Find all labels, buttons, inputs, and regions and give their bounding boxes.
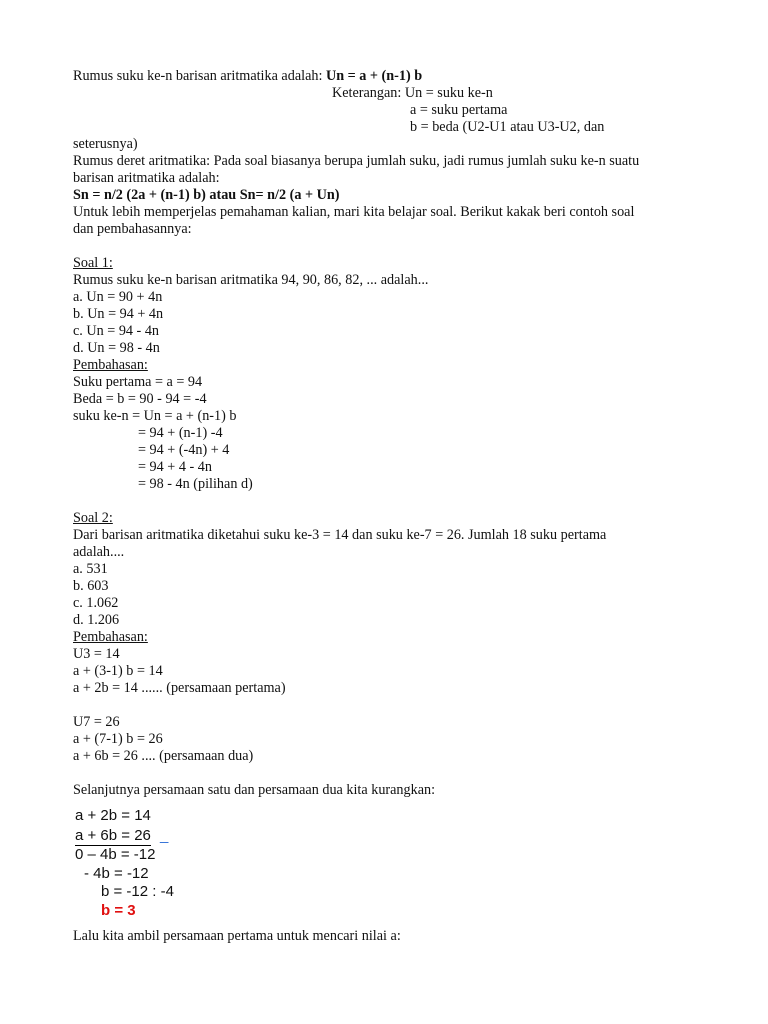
- soal2-option-d: d. 1.206: [73, 612, 120, 628]
- soal1-question: Rumus suku ke-n barisan aritmatika 94, 90, 86, 82, ... adalah...: [73, 272, 429, 288]
- sn-formula: Sn = n/2 (2a + (n-1) b) atau Sn= n/2 (a + Un): [73, 187, 340, 203]
- soal2-u3-1: U3 = 14: [73, 646, 120, 662]
- soal1-title: Soal 1:: [73, 255, 113, 271]
- intro-line-1: [73, 68, 422, 85]
- soal1-step-2: Beda = b = 90 - 94 = -4: [73, 391, 207, 407]
- soal2-option-a: a. 531: [73, 561, 108, 577]
- soal2-question-1: Dari barisan aritmatika diketahui suku ke-3 = 14 dan suku ke-7 = 26. Jumlah 18 suku pertama: [73, 527, 607, 543]
- calc-line-5: b = -12 : -4: [101, 883, 174, 900]
- soal2-u3-2: a + (3-1) b = 14: [73, 663, 163, 679]
- soal1-step-5: = 94 + (-4n) + 4: [138, 442, 230, 458]
- keterangan-4: seterusnya): [73, 136, 138, 152]
- calc-result: b = 3: [101, 902, 136, 919]
- soal2-selanjutnya: Selanjutnya persamaan satu dan persamaan dua kita kurangkan:: [73, 782, 436, 798]
- calc-line-3: 0 – 4b = -12: [75, 846, 156, 863]
- soal1-pembahasan: Pembahasan:: [73, 357, 148, 373]
- soal2-u7-1: U7 = 26: [73, 714, 120, 730]
- calc-line-2-row: [75, 826, 151, 845]
- intro-text: Rumus suku ke-n barisan aritmatika adalah:: [73, 68, 326, 84]
- keterangan-2: a = suku pertama: [410, 102, 508, 118]
- soal1-step-4: = 94 + (n-1) -4: [138, 425, 223, 441]
- soal2-question-2: adalah....: [73, 544, 125, 560]
- soal1-option-b: b. Un = 94 + 4n: [73, 306, 164, 322]
- soal2-u7-3: a + 6b = 26 .... (persamaan dua): [73, 748, 254, 764]
- soal1-step-3: suku ke-n = Un = a + (n-1) b: [73, 408, 237, 424]
- soal2-u7-2: a + (7-1) b = 26: [73, 731, 163, 747]
- keterangan-3: b = beda (U2-U1 atau U3-U2, dan: [410, 119, 605, 135]
- para-line-1: Untuk lebih memperjelas pemahaman kalian, mari kita belajar soal. Berikut kakak beri contoh soal: [73, 204, 635, 220]
- soal2-option-c: c. 1.062: [73, 595, 119, 611]
- calc-line-2: a + 6b = 26: [75, 827, 151, 844]
- soal2-lalu: Lalu kita ambil persamaan pertama untuk mencari nilai a:: [73, 928, 401, 944]
- minus-sign: _: [160, 827, 169, 844]
- soal2-pembahasan: Pembahasan:: [73, 629, 148, 645]
- soal2-option-b: b. 603: [73, 578, 109, 594]
- calc-line-4: - 4b = -12: [84, 865, 149, 882]
- deret-line-2: barisan aritmatika adalah:: [73, 170, 220, 186]
- deret-line-1: Rumus deret aritmatika: Pada soal biasanya berupa jumlah suku, jadi rumus jumlah suku ke-n suatu: [73, 153, 640, 169]
- soal1-step-1: Suku pertama = a = 94: [73, 374, 203, 390]
- keterangan-1: Keterangan: Un = suku ke-n: [332, 85, 493, 101]
- soal1-option-c: c. Un = 94 - 4n: [73, 323, 160, 339]
- soal1-option-d: d. Un = 98 - 4n: [73, 340, 160, 356]
- para-line-2: dan pembahasannya:: [73, 221, 192, 237]
- soal1-option-a: a. Un = 90 + 4n: [73, 289, 163, 305]
- calc-line-1: a + 2b = 14: [75, 807, 151, 824]
- soal2-u3-3: a + 2b = 14 ...... (persamaan pertama): [73, 680, 286, 696]
- soal1-step-7: = 98 - 4n (pilihan d): [138, 476, 253, 492]
- soal2-title: Soal 2:: [73, 510, 113, 526]
- un-formula: Un = a + (n-1) b: [325, 68, 423, 84]
- soal1-step-6: = 94 + 4 - 4n: [138, 459, 212, 475]
